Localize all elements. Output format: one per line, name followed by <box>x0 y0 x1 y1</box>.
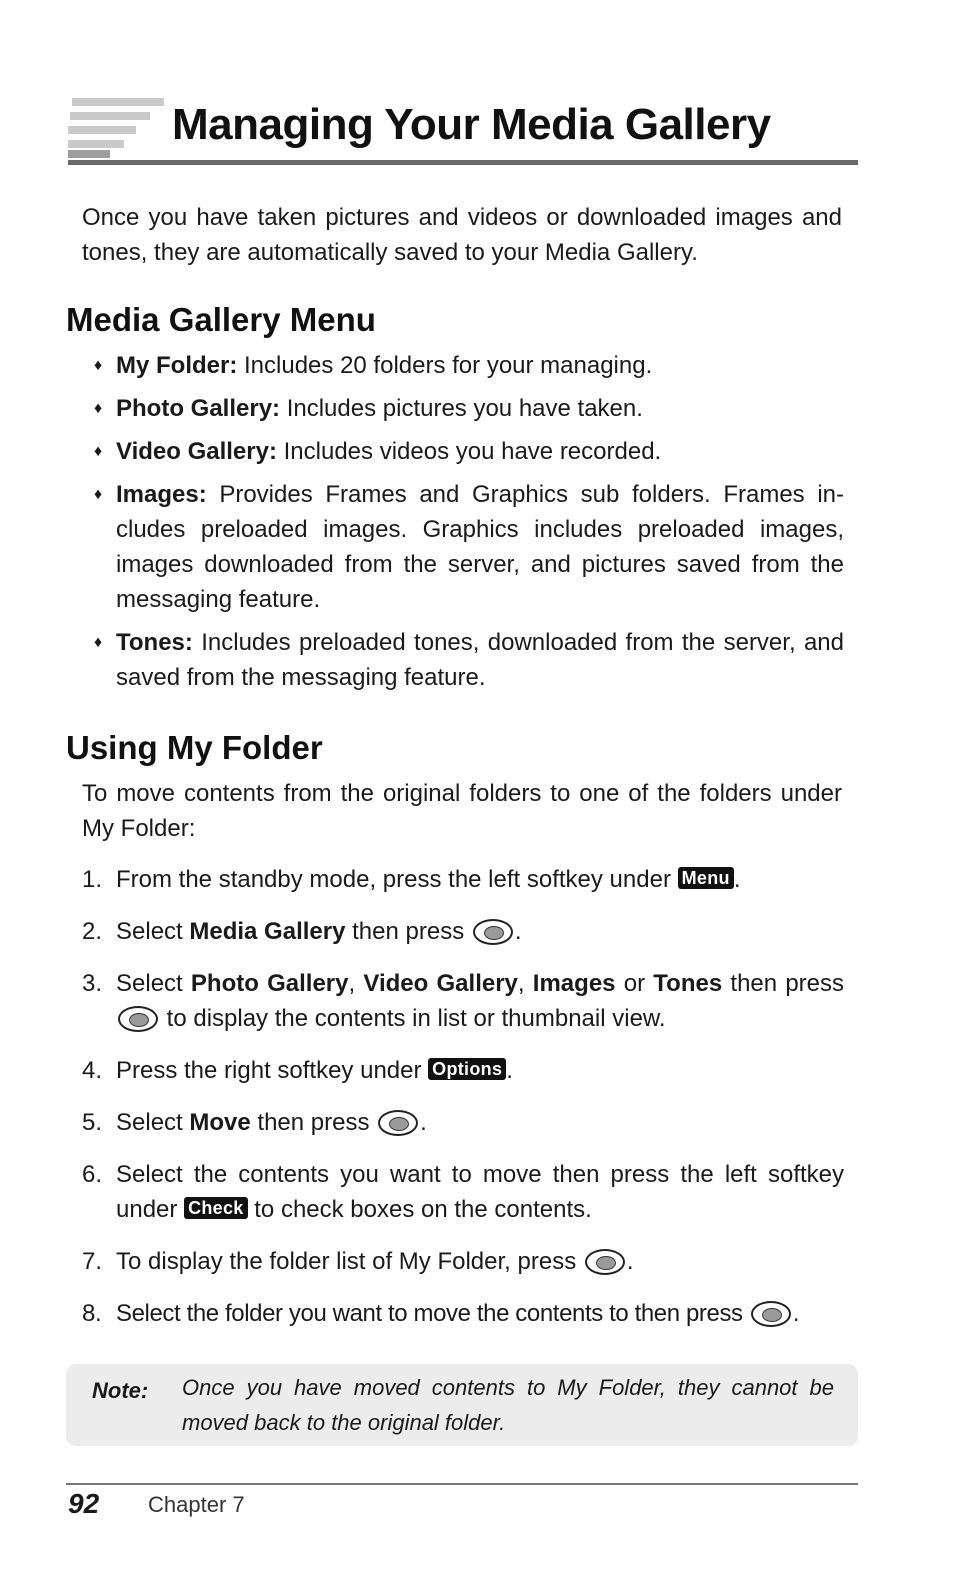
step-text: , <box>348 970 364 997</box>
step-6 <box>82 1157 844 1227</box>
step-text: Select <box>116 1109 190 1136</box>
note-label: Note: <box>92 1378 149 1403</box>
step-number: 5. <box>82 1109 103 1136</box>
item-text: Includes videos you have recorded. <box>276 438 662 465</box>
step-text: , <box>517 970 533 997</box>
step-text: then press <box>345 918 471 945</box>
ok-key-icon <box>473 919 513 945</box>
diamond-bullet-icon: ♦ <box>94 634 103 651</box>
item-term: Tones: <box>116 629 193 656</box>
step-text: Select <box>116 918 190 945</box>
step-text: to check boxes on the contents. <box>247 1196 592 1223</box>
diamond-bullet-icon: ♦ <box>94 357 103 374</box>
step-text: Press the right softkey under <box>116 1057 429 1084</box>
intro-paragraph: Once you have taken pictures and videos or downloaded images and tones, they are automatically saved to your Media Gallery. <box>82 204 842 266</box>
step-text: then press <box>250 1109 377 1136</box>
step-number: 6. <box>82 1161 103 1188</box>
step-text: then press <box>722 970 845 997</box>
list-item <box>94 391 844 426</box>
ok-key-icon <box>378 1110 418 1136</box>
step-bold-term: Media Gallery <box>189 918 346 945</box>
step-text: to display the contents in list or thumbnail view. <box>160 1005 666 1032</box>
step-bold-term: Photo Gallery <box>190 970 349 997</box>
menu-softkey-label: Menu <box>678 867 734 889</box>
step-4 <box>82 1053 844 1088</box>
page-number: 92 <box>68 1488 100 1519</box>
step-bold-term: Move <box>189 1109 251 1136</box>
item-term: Images: <box>116 481 207 508</box>
page-header <box>68 96 858 168</box>
page-title: Managing Your Media Gallery <box>172 100 771 149</box>
step-number: 4. <box>82 1057 103 1084</box>
step-number: 1. <box>82 866 103 893</box>
step-text: . <box>506 1057 513 1084</box>
step-text: . <box>420 1109 427 1136</box>
steps-list <box>82 862 844 1348</box>
step-bold-term: Images <box>532 970 616 997</box>
step-text: or <box>615 970 654 997</box>
item-text: Includes 20 folders for your managing. <box>237 352 653 379</box>
step-text: Select <box>116 970 191 997</box>
note-text: Once you have moved contents to My Folder, they cannot be moved back to the original folder. <box>182 1375 834 1435</box>
step-text: Select the folder you want to move the contents to then press <box>116 1300 749 1327</box>
step-text: . <box>514 918 522 945</box>
chapter-label: Chapter 7 <box>148 1492 245 1517</box>
list-item <box>94 477 844 617</box>
ok-key-icon <box>118 1006 158 1032</box>
step-5 <box>82 1105 844 1140</box>
list-item <box>94 625 844 695</box>
step-text: To display the folder list of My Folder, press <box>116 1248 583 1275</box>
step-number: 3. <box>82 970 103 997</box>
step-7 <box>82 1244 844 1279</box>
step-bold-term: Tones <box>653 970 723 997</box>
item-term: My Folder: <box>116 352 238 379</box>
step-text: From the standby mode, press the left softkey under <box>116 866 678 893</box>
step-bold-term: Video Gallery <box>363 970 518 997</box>
step-number: 7. <box>82 1248 103 1275</box>
step-text: . <box>626 1248 634 1275</box>
step-1 <box>82 862 844 897</box>
step-text: . <box>733 866 741 893</box>
list-item <box>94 434 844 469</box>
step-8 <box>82 1296 844 1331</box>
title-rule <box>68 160 858 165</box>
diamond-bullet-icon: ♦ <box>94 486 103 503</box>
step-number: 8. <box>82 1300 102 1327</box>
step-3 <box>82 966 844 1036</box>
using-my-folder-heading: Using My Folder <box>66 729 323 766</box>
item-text: Includes pictures you have taken. <box>280 395 643 422</box>
note-box <box>66 1364 858 1446</box>
item-text: Provides Frames and Graphics sub folders. Frames includes preloaded images. Graphics includes preloaded images, images downloaded from the server, and pictures saved from the messaging feature. <box>116 481 844 613</box>
ok-key-icon <box>751 1301 791 1327</box>
check-softkey-label: Check <box>184 1197 248 1219</box>
media-gallery-menu-list <box>94 348 844 703</box>
list-item <box>94 348 844 383</box>
item-term: Video Gallery: <box>116 438 277 465</box>
item-text: Includes preloaded tones, downloaded from the server, and saved from the messaging feature. <box>116 629 844 691</box>
item-term: Photo Gallery: <box>116 395 281 422</box>
footer-rule <box>66 1483 858 1485</box>
diamond-bullet-icon: ♦ <box>94 443 103 460</box>
ok-key-icon <box>585 1249 625 1275</box>
step-number: 2. <box>82 918 103 945</box>
media-gallery-menu-heading: Media Gallery Menu <box>66 301 376 338</box>
using-my-folder-intro: To move contents from the original folders to one of the folders under My Folder: <box>82 780 842 842</box>
diamond-bullet-icon: ♦ <box>94 400 103 417</box>
step-2 <box>82 914 844 949</box>
step-text: . <box>792 1300 800 1327</box>
step-text: Select the contents you want to move then press the left softkey under <box>116 1161 844 1223</box>
header-stripes-icon <box>68 98 164 158</box>
options-softkey-label: Options <box>428 1058 506 1080</box>
